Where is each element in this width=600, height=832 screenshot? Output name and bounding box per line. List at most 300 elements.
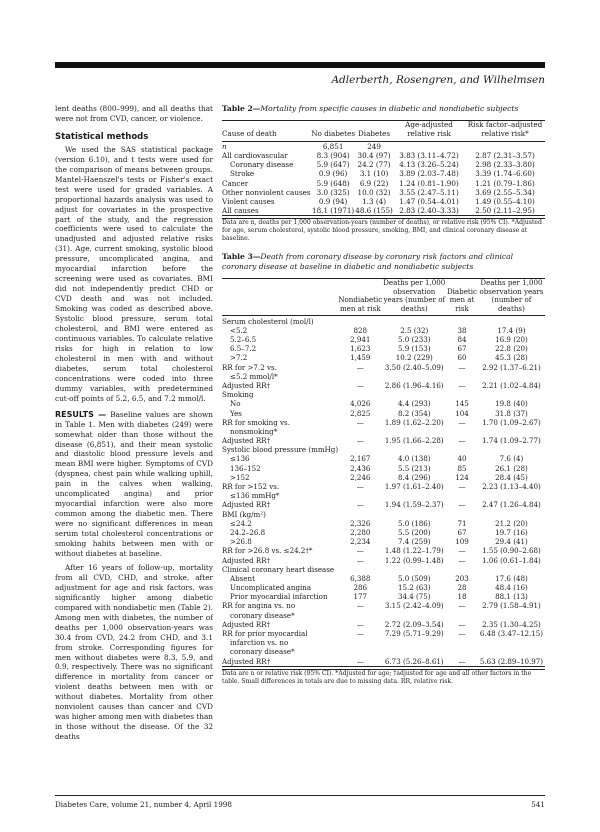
- table-cell: —: [356, 380, 364, 390]
- table-row: [222, 528, 545, 537]
- table-cell: [338, 610, 382, 619]
- paragraph-text: Baseline values are shown in Table 1. Men with diabetes (249) were somewhat older than those without the disease (6,851), and their mean systolic and diastolic blood pressure levels and mean BMI were higher. Symptoms of CVD (dyspnea, chest pain while walking uphill, pain in the calves when walking, uncomplicated angina) and prior myocardial infarction were also more common among the diabetic men. There were no significant differences in mean serum total cholesterol concentrations or smoking habits between men with or without diabetes at baseline.: [55, 409, 213, 558]
- table-cell: 6.5–7.2: [230, 344, 257, 354]
- table-cell: 28.4 (45): [495, 472, 528, 482]
- table-row: [222, 537, 545, 546]
- table-cell: 24.2 (77): [357, 160, 391, 170]
- table-cell: [382, 390, 446, 399]
- running-header-authors: Adlerberth, Rosengren, and Wilhelmsen: [331, 74, 545, 86]
- table-cell: 5.63 (2.89–10.97): [479, 656, 544, 666]
- table-cell: 40: [457, 454, 467, 464]
- table-cell: BMI (kg/m²): [222, 509, 266, 519]
- table-row: [222, 188, 545, 197]
- table-cell: —: [458, 656, 466, 666]
- table-cell: 18.1 (1971): [312, 206, 355, 216]
- table-cell: [478, 610, 545, 619]
- table-cell: —: [356, 546, 364, 556]
- table-cell: Systolic blood pressure (mmHg): [222, 445, 339, 455]
- table-cell: 1.22 (0.99–1.48): [384, 555, 444, 565]
- table-cell: 88.1 (13): [495, 592, 528, 602]
- table-cell: [338, 509, 382, 518]
- paragraph: lent deaths (800–999), and all deaths that were not from CVD, cancer, or violence.: [55, 104, 213, 123]
- table-cell: —: [458, 482, 466, 492]
- table-cell: —: [356, 656, 364, 666]
- table-row: [222, 418, 545, 427]
- table-cell: [446, 427, 478, 436]
- table-cell: 34.4 (75): [397, 592, 431, 602]
- table-cell: 1.97 (1.61–2.40): [384, 482, 444, 492]
- table-cell: —: [458, 362, 466, 372]
- table-row: [222, 473, 545, 482]
- table-cell: 1.89 (1.62–2.20): [384, 417, 444, 427]
- column-header: Nondiabetic men at risk: [338, 295, 383, 313]
- table-row: [222, 427, 545, 436]
- table-cell: 145: [455, 399, 469, 409]
- table-row: [222, 316, 545, 326]
- table-cell: 16.9 (20): [495, 335, 528, 345]
- table-row: [222, 169, 545, 178]
- table-cell: 5.0 (186): [397, 518, 431, 528]
- table-row: [222, 629, 545, 638]
- table-cell: RR for >26.8 vs. ≤24.2†*: [222, 546, 313, 556]
- table-cell: 2.21 (1.02–4.84): [482, 380, 541, 390]
- table-cell: 19.8 (40): [495, 399, 528, 409]
- table-cell: infarction vs. no: [230, 638, 289, 648]
- table-cell: 177: [353, 592, 368, 602]
- table-cell: 4.0 (138): [397, 454, 431, 464]
- table-cell: 5.9 (648): [316, 178, 350, 188]
- table-cell: [478, 372, 545, 381]
- table-cell: [338, 565, 382, 574]
- table-cell: [382, 491, 446, 500]
- right-tables-column: [222, 104, 545, 686]
- left-text-column: [55, 104, 213, 742]
- table-cell: —: [458, 500, 466, 510]
- column-header: Cause of death: [222, 128, 277, 138]
- table-cell: 24.2–26.8: [230, 527, 266, 537]
- table-cell: —: [356, 555, 364, 565]
- table-cell: 71: [457, 518, 467, 528]
- table-row: [222, 574, 545, 583]
- table-cell: —: [356, 629, 364, 639]
- table-row: [222, 408, 545, 417]
- results-paragraph: [55, 410, 213, 559]
- table2-footnote: Data are n, deaths per 1,000 observation-years (number of deaths), or relative risk (95% CI). *Adjusted for age, serum cholesterol, systolic blood pressure, smoking, BMI, and clinical coronary disease at baseline.: [222, 218, 545, 243]
- table-cell: [382, 509, 446, 518]
- table-cell: [478, 565, 545, 574]
- table-cell: 1.70 (1.09–2.67): [482, 417, 541, 427]
- table-cell: —: [458, 629, 466, 639]
- table-cell: 3.50 (2.40–5.09): [384, 362, 444, 372]
- table-cell: 1.24 (0.81–1.90): [399, 178, 459, 188]
- table-cell: 1,459: [350, 353, 371, 363]
- table-row: [222, 546, 545, 555]
- table-cell: RR for angina vs. no: [222, 601, 296, 611]
- table-cell: Adjusted RR†: [222, 619, 271, 629]
- table-row: [222, 647, 545, 656]
- table3-caption: Table 3—Death from coronary disease by coronary risk factors and clinical coronary disease at baseline in diabetic and nondiabetic subjects: [222, 252, 514, 272]
- table-cell: [446, 491, 478, 500]
- table-cell: Adjusted RR†: [222, 436, 271, 446]
- column-header: Age-adjusted relative risk: [405, 120, 453, 138]
- table-cell: [478, 427, 545, 436]
- table-cell: 3.39 (1.74–6.60): [475, 169, 535, 179]
- table-cell: 1.94 (1.59–2.37): [384, 500, 444, 510]
- table-cell: 124: [455, 472, 469, 482]
- table-cell: —: [356, 362, 364, 372]
- table-row: [222, 601, 545, 610]
- table-cell: [338, 316, 382, 326]
- table-cell: 8.4 (296): [397, 472, 431, 482]
- table-cell: >7.2: [230, 353, 248, 363]
- table-header-row: [222, 121, 545, 142]
- table-cell: 18: [457, 592, 467, 602]
- column-header: [222, 279, 338, 316]
- table-cell: 2.50 (2.11–2.95): [475, 206, 535, 216]
- table-cell: 2.83 (2.40–3.33): [399, 206, 459, 216]
- table-cell: —: [458, 417, 466, 427]
- table-cell: 1.21 (0.79–1.86): [475, 178, 535, 188]
- table-cell: 6.9 (22): [359, 178, 389, 188]
- table-cell: [338, 445, 382, 454]
- table-row: [222, 656, 545, 666]
- table-cell: [446, 372, 478, 381]
- table-cell: 0.9 (96): [318, 169, 348, 179]
- table-cell: 30.4 (97): [357, 150, 391, 160]
- table2-caption: Table 2—Mortality from specific causes in diabetic and nondiabetic subjects: [222, 104, 519, 113]
- table-row: [222, 620, 545, 629]
- table-cell: 2,326: [350, 518, 371, 528]
- table-cell: 3.1 (10): [359, 169, 389, 179]
- table-cell: [446, 390, 478, 399]
- section-heading: Statistical methods: [55, 131, 149, 142]
- table-cell: Absent: [230, 573, 255, 583]
- table-cell: 2,436: [350, 463, 371, 473]
- table-cell: 2.79 (1.58–4.91): [482, 601, 541, 611]
- table-cell: 3.89 (2.03–7.48): [399, 169, 459, 179]
- table-cell: n: [222, 141, 227, 151]
- table-cell: —: [458, 546, 466, 556]
- table-cell: [382, 565, 446, 574]
- table-row: [222, 436, 545, 445]
- column-header: Risk factor–adjusted relative risk*: [467, 120, 543, 138]
- table-cell: Adjusted RR†: [222, 656, 271, 666]
- table-cell: [382, 445, 446, 454]
- table-cell: 1.3 (4): [362, 196, 387, 206]
- table-cell: 1.55 (0.90–2.68): [482, 546, 541, 556]
- table-cell: [446, 647, 478, 656]
- table-cell: 286: [353, 583, 368, 593]
- table-cell: —: [458, 555, 466, 565]
- table-cell: 109: [455, 537, 469, 547]
- column-header: Deaths per 1,000 observation years (number of deaths): [383, 278, 446, 313]
- column-header: Diabetes: [358, 128, 391, 138]
- table-cell: 5.9 (647): [316, 160, 350, 170]
- table-row: [222, 399, 545, 408]
- table-cell: 60: [457, 353, 467, 363]
- table-cell: [338, 427, 382, 436]
- table-cell: [382, 647, 446, 656]
- table-cell: 0.9 (94): [318, 196, 348, 206]
- table-cell: 48.6 (155): [355, 206, 393, 216]
- table-cell: Cancer: [222, 178, 249, 188]
- table-cell: [446, 445, 478, 454]
- table-cell: ≤5.2 mmol/l*: [230, 371, 278, 381]
- table-cell: 85: [457, 463, 467, 473]
- table-cell: Clinical coronary heart disease: [222, 564, 335, 574]
- table-row: [222, 206, 545, 216]
- table-cell: —: [356, 482, 364, 492]
- table-cell: 3.83 (3.11–4.72): [399, 150, 459, 160]
- table-cell: Prior myocardial infarction: [230, 592, 328, 602]
- table-cell: 29.4 (41): [495, 537, 528, 547]
- table-cell: 2.86 (1.96–4.16): [384, 380, 444, 390]
- table-cell: 4,026: [350, 399, 371, 409]
- table-cell: 5.0 (233): [397, 335, 431, 345]
- table-cell: —: [356, 417, 364, 427]
- table-row: [222, 638, 545, 647]
- table-cell: 249: [367, 141, 381, 151]
- table-cell: 5.5 (213): [397, 463, 431, 473]
- table2: [222, 120, 545, 216]
- table-cell: 203: [455, 573, 469, 583]
- table-cell: [446, 509, 478, 518]
- table-cell: 3.15 (2.42–4.09): [384, 601, 444, 611]
- table-cell: 4.4 (293): [397, 399, 431, 409]
- table-cell: [478, 445, 545, 454]
- table-cell: 1.49 (0.55–4.10): [475, 196, 535, 206]
- table-cell: 6.73 (5.26–8.61): [384, 656, 444, 666]
- table-cell: Adjusted RR†: [222, 380, 271, 390]
- table-cell: >26.8: [230, 537, 252, 547]
- journal-citation: Diabetes Care, volume 21, number 4, April 1998: [55, 800, 232, 809]
- table-row: [222, 555, 545, 564]
- table-cell: [478, 316, 545, 326]
- table-cell: [382, 610, 446, 619]
- table-cell: [382, 372, 446, 381]
- table-cell: —: [356, 436, 364, 446]
- table-cell: RR for >152 vs.: [222, 482, 280, 492]
- table-cell: Stroke: [230, 169, 255, 179]
- table-cell: 2.5 (32): [400, 325, 429, 335]
- table-cell: 17.4 (9): [497, 325, 526, 335]
- table-cell: 5.0 (509): [397, 573, 431, 583]
- table-cell: 4.13 (3.26–5.24): [399, 160, 459, 170]
- table-row: [222, 335, 545, 344]
- table-cell: 2.35 (1.30–4.25): [482, 619, 541, 629]
- table-row: [222, 482, 545, 491]
- table-cell: ≤136 mmHg*: [230, 491, 280, 501]
- table-cell: 21.2 (20): [495, 518, 528, 528]
- table-cell: 7.29 (5.71–9.29): [384, 629, 444, 639]
- table-cell: 22.8 (20): [495, 344, 528, 354]
- table-cell: Adjusted RR†: [222, 500, 271, 510]
- table-row: [222, 344, 545, 353]
- table-cell: 6.48 (3.47–12.15): [479, 629, 544, 639]
- table-row: [222, 381, 545, 390]
- table-row: [222, 509, 545, 518]
- table-cell: [446, 316, 478, 326]
- table-cell: 2.87 (2.31–3.57): [475, 150, 535, 160]
- table-cell: 8.2 (354): [397, 408, 431, 418]
- table-cell: [393, 141, 465, 151]
- table-cell: 26.1 (28): [495, 463, 528, 473]
- column-header: No diabetes: [311, 128, 356, 138]
- table-cell: [338, 372, 382, 381]
- table-cell: 2.92 (1.37–6.21): [482, 362, 541, 372]
- table-cell: 2,941: [350, 335, 371, 345]
- paragraph: We used the SAS statistical package (version 6.10), and t tests were used for the comparison of means between groups. Mantel-Haenszel's tests or Fisher's exact test were used for graded variables. A proportional hazards analysis was used to adjust for covariates in the prospective part of the study, and the regression coefficients were used to calculate the unadjusted and adjusted relative risks (31). Age, current smoking, systolic blood pressure, uncomplicated angina, and myocardial infarction before the screening were used as covariates. BMI did not independently predict CHD or CVD death and was not included. Smoking was coded as described above. Systolic blood pressure, serum total cholesterol, and BMI were entered as continuous variables. To calculate relative risks for high in relation to low cholesterol in men with and without diabetes, serum total cholesterol concentrations were coded into three dummy variables, with predetermined cut-off points of 5.2, 6.5, and 7.2 mmol/l.: [55, 144, 213, 403]
- header-rule: [55, 62, 545, 68]
- table-row: [222, 141, 545, 151]
- table-cell: 2.23 (1.13–4.40): [482, 482, 541, 492]
- table-row: [222, 151, 545, 160]
- table-cell: No: [230, 399, 241, 409]
- table-cell: 84: [457, 335, 467, 345]
- table-cell: ≤24.2: [230, 518, 252, 528]
- table-cell: 10.2 (229): [395, 353, 433, 363]
- table-cell: 3.55 (2.47–5.11): [399, 187, 459, 197]
- table-cell: [338, 491, 382, 500]
- table-cell: —: [458, 619, 466, 629]
- table-cell: [478, 638, 545, 647]
- table-cell: 2,234: [350, 537, 371, 547]
- table-cell: 45.3 (28): [495, 353, 528, 363]
- table-cell: [478, 509, 545, 518]
- table3-footnote: Data are n or relative risk (95% CI). *Adjusted for age; †adjusted for age and all other factors in the table. Small differences in totals are due to missing data. RR, relative risk.: [222, 669, 545, 686]
- table-cell: Violent causes: [222, 196, 275, 206]
- table-cell: 67: [457, 344, 467, 354]
- table-cell: [446, 638, 478, 647]
- table-cell: coronary disease*: [230, 610, 295, 620]
- table-cell: 17.6 (48): [495, 573, 528, 583]
- table-cell: Adjusted RR†: [222, 555, 271, 565]
- table-cell: Other nonviolent causes: [222, 187, 311, 197]
- table-cell: 8.3 (904): [316, 150, 350, 160]
- table-cell: [338, 638, 382, 647]
- table-cell: Serum cholesterol (mol/l): [222, 316, 314, 326]
- table-row: [222, 160, 545, 169]
- table-cell: —: [356, 500, 364, 510]
- table-cell: ≤136: [230, 454, 250, 464]
- table-cell: —: [356, 619, 364, 629]
- table-cell: 104: [455, 408, 469, 418]
- table-cell: 2.47 (1.26–4.84): [482, 500, 541, 510]
- table-cell: All causes: [222, 206, 259, 216]
- table-cell: 5.2–6.5: [230, 335, 257, 345]
- table-cell: 1.47 (0.54–4.01): [399, 196, 459, 206]
- column-header: Diabetic men at risk: [446, 286, 477, 313]
- table-cell: [382, 427, 446, 436]
- table-cell: 7.6 (4): [499, 454, 524, 464]
- table-row: [222, 463, 545, 472]
- table-row: [222, 500, 545, 509]
- table-row: [222, 353, 545, 362]
- table-cell: 2,825: [350, 408, 371, 418]
- table-cell: [382, 316, 446, 326]
- table-row: [222, 610, 545, 619]
- table-cell: Yes: [230, 408, 242, 418]
- table-cell: Coronary disease: [230, 160, 294, 170]
- table-cell: All cardiovascular: [222, 150, 288, 160]
- table-cell: [382, 638, 446, 647]
- table-cell: 1,623: [350, 344, 371, 354]
- table-cell: 31.8 (37): [495, 408, 528, 418]
- table-row: [222, 372, 545, 381]
- table-row: [222, 519, 545, 528]
- table-cell: 19.7 (16): [495, 527, 528, 537]
- table-cell: 3.69 (2.55–5.34): [475, 187, 535, 197]
- table-cell: 10.0 (32): [357, 187, 391, 197]
- table-cell: [446, 610, 478, 619]
- table-cell: [478, 390, 545, 399]
- table-cell: 3.0 (325): [316, 187, 350, 197]
- table-cell: [338, 390, 382, 399]
- table-row: [222, 362, 545, 371]
- table-cell: —: [458, 380, 466, 390]
- table-row: [222, 178, 545, 187]
- table-cell: >152: [230, 472, 250, 482]
- table-cell: 6,388: [350, 573, 371, 583]
- table-cell: 2.72 (2.09–3.54): [384, 619, 444, 629]
- table-cell: —: [458, 436, 466, 446]
- table-cell: 15.2 (63): [397, 583, 431, 593]
- table-row: [222, 565, 545, 574]
- table-cell: 1.95 (1.66–2.28): [384, 436, 444, 446]
- table-cell: 1.06 (0.61–1.84): [482, 555, 541, 565]
- table-cell: coronary disease*: [230, 647, 295, 657]
- table-cell: [338, 647, 382, 656]
- column-header: Deaths per 1,000 observation years (number of deaths): [479, 278, 544, 313]
- table-cell: 1.74 (1.09–2.77): [482, 436, 541, 446]
- table-row: [222, 445, 545, 454]
- table-row: [222, 491, 545, 500]
- table-cell: [478, 491, 545, 500]
- table-cell: 67: [457, 527, 467, 537]
- page-number: 541: [531, 800, 545, 809]
- table-row: [222, 390, 545, 399]
- table-row: [222, 197, 545, 206]
- table-cell: 7.4 (259): [397, 537, 431, 547]
- table-cell: 1.48 (1.22–1.79): [384, 546, 444, 556]
- footer-rule: [55, 795, 545, 796]
- table-cell: 28: [457, 583, 467, 593]
- table-cell: 48.4 (16): [495, 583, 528, 593]
- table-cell: 2,246: [350, 472, 371, 482]
- section-heading: RESULTS —: [55, 409, 107, 419]
- table-cell: RR for smoking vs.: [222, 417, 290, 427]
- table-cell: RR for prior myocardial: [222, 629, 308, 639]
- table-cell: [478, 647, 545, 656]
- table-cell: 2.98 (2.33–3.80): [475, 160, 535, 170]
- table-row: [222, 326, 545, 335]
- table-header-row: [222, 279, 545, 316]
- table-cell: Uncomplicated angina: [230, 583, 312, 593]
- table-cell: 2,280: [350, 527, 371, 537]
- table-cell: 6,851: [322, 141, 344, 151]
- table-row: [222, 592, 545, 601]
- table-cell: 2,167: [350, 454, 371, 464]
- table3: [222, 278, 545, 667]
- table-row: [222, 454, 545, 463]
- table-cell: nonsmoking*: [230, 426, 278, 436]
- table-cell: <5.2: [230, 325, 248, 335]
- table-cell: [465, 141, 545, 151]
- table-cell: —: [356, 601, 364, 611]
- table-cell: —: [458, 601, 466, 611]
- table-cell: 828: [353, 325, 368, 335]
- table-cell: Smoking: [222, 390, 254, 400]
